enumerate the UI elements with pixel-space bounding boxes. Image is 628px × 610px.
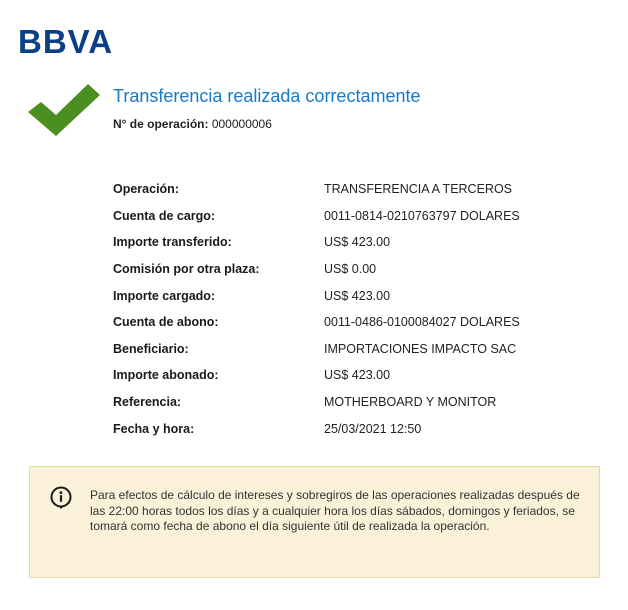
- detail-value: US$ 423.00: [324, 288, 391, 303]
- detail-label: Beneficiario:: [113, 341, 189, 356]
- notice-box: [29, 466, 600, 578]
- table-row: [113, 176, 520, 203]
- table-row: [113, 336, 520, 363]
- table-row: [113, 309, 520, 336]
- detail-label: Comisión por otra plaza:: [113, 262, 260, 277]
- table-row: [113, 203, 520, 230]
- detail-label: Operación:: [113, 182, 179, 197]
- detail-label: Importe abonado:: [113, 368, 219, 383]
- detail-label: Importe transferido:: [113, 235, 232, 250]
- page-title: Transferencia realizada correctamente: [113, 86, 421, 106]
- table-row: [113, 389, 520, 416]
- checkmark-icon: [28, 84, 100, 136]
- operation-number-value: 000000006: [211, 117, 272, 131]
- detail-value: 0011-0486-0100084027 DOLARES: [324, 315, 520, 330]
- table-row: [113, 282, 520, 309]
- detail-value: TRANSFERENCIA A TERCEROS: [324, 182, 513, 197]
- notice-text: Para efectos de cálculo de intereses y sobregiros de las operaciones realizadas después de las 22:00 horas todos los días y a cualquier hora los días sábados, domingos y feriados, se tomará como fecha de abono el día siguiente útil de realizada la operación.: [90, 488, 580, 533]
- bbva-logo: BBVA: [18, 23, 114, 60]
- detail-value: MOTHERBOARD Y MONITOR: [324, 395, 497, 410]
- table-row: [113, 362, 520, 389]
- detail-value: IMPORTACIONES IMPACTO SAC: [324, 341, 517, 356]
- detail-label: Referencia:: [113, 395, 182, 410]
- info-icon: [50, 486, 72, 510]
- table-row: [113, 229, 520, 256]
- detail-label: Importe cargado:: [113, 288, 216, 303]
- detail-value: US$ 0.00: [324, 262, 377, 277]
- detail-value: US$ 423.00: [324, 235, 391, 250]
- table-row: [113, 415, 520, 442]
- detail-label: Cuenta de cargo:: [113, 208, 216, 223]
- detail-value: US$ 423.00: [324, 368, 391, 383]
- detail-label: Cuenta de abono:: [113, 315, 219, 330]
- operation-number-label: N° de operación:: [113, 117, 209, 131]
- detail-value: 0011-0814-0210763797 DOLARES: [324, 208, 520, 223]
- detail-value: 25/03/2021 12:50: [324, 421, 422, 436]
- operation-number: [113, 117, 272, 131]
- transfer-details-table: [113, 176, 520, 442]
- table-row: [113, 256, 520, 283]
- detail-label: Fecha y hora:: [113, 421, 195, 436]
